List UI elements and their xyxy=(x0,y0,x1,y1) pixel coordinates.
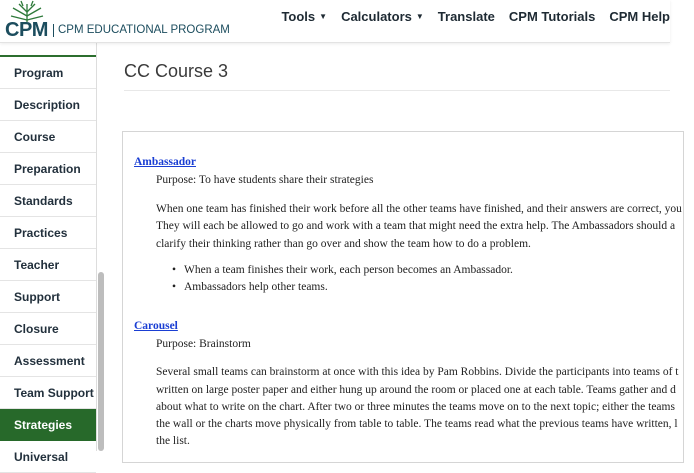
sidebar-item-standards[interactable]: Standards xyxy=(0,185,96,217)
logo-wordmark: CPM xyxy=(5,19,48,41)
ambassador-paragraph-line: They will each be allowed to go and work with a team that might need the extra help. The Ambassadors should a xyxy=(156,220,676,232)
logo-separator xyxy=(53,24,54,37)
carousel-paragraph-line: Several small teams can brainstorm at once with this idea by Pam Robbins. Divide the participants into teams of t xyxy=(156,366,679,378)
caret-down-icon: ▼ xyxy=(415,12,424,21)
nav-tools-label: Tools xyxy=(281,9,316,24)
ambassador-bullet: • Ambassadors help other teams. xyxy=(184,281,328,293)
sidebar-item-course[interactable]: Course xyxy=(0,121,96,153)
nav-cpm-tutorials[interactable] xyxy=(509,9,595,24)
nav-calculators-label: Calculators xyxy=(341,9,412,24)
logo-subtitle: CPM EDUCATIONAL PROGRAM xyxy=(58,24,230,36)
sidebar-item-program[interactable]: Program xyxy=(0,57,96,89)
page-title: CC Course 3 xyxy=(124,61,229,81)
top-nav xyxy=(267,9,670,24)
carousel-paragraph-line: written on large poster paper and either hung up around the room or placed one at each table. Teams gather and d xyxy=(156,384,676,396)
ambassador-bullet: • When a team finishes their work, each person becomes an Ambassador. xyxy=(184,264,513,276)
nav-tools[interactable] xyxy=(281,9,327,24)
ambassador-purpose: Purpose: To have students share their strategies xyxy=(156,174,374,186)
nav-help-label: CPM Help xyxy=(609,9,670,24)
sidebar-item-preparation[interactable]: Preparation xyxy=(0,153,96,185)
sidebar-scrollbar[interactable] xyxy=(98,272,104,451)
caret-down-icon: ▼ xyxy=(319,12,328,21)
carousel-paragraph-line: about what to write on the chart. After two or three minutes the teams move on to the next topic; either the teams xyxy=(156,401,675,413)
sidebar-top-divider xyxy=(0,42,96,57)
sidebar-item-description[interactable]: Description xyxy=(0,89,96,121)
ambassador-paragraph-line: clarify their thinking rather than go over and show the team how to do a problem. xyxy=(156,238,531,250)
carousel-paragraph-line: the list. xyxy=(156,435,190,447)
sidebar-item-universal[interactable]: Universal xyxy=(0,441,96,473)
carousel-purpose: Purpose: Brainstorm xyxy=(156,338,251,350)
sidebar-item-closure[interactable]: Closure xyxy=(0,313,96,345)
title-divider xyxy=(124,90,670,91)
sidebar-item-practices[interactable]: Practices xyxy=(0,217,96,249)
top-header xyxy=(0,0,670,43)
sidebar-item-strategies[interactable]: Strategies xyxy=(0,409,96,441)
nav-translate-label: Translate xyxy=(437,9,495,24)
carousel-link[interactable]: Carousel xyxy=(134,320,178,332)
nav-calculators[interactable] xyxy=(341,9,424,24)
sidebar xyxy=(0,42,97,464)
sidebar-item-team-support[interactable]: Team Support xyxy=(0,377,96,409)
ambassador-link[interactable]: Ambassador xyxy=(134,156,196,168)
ambassador-paragraph-line: When one team has finished their work before all the other teams have finished, and their answers are correct, you xyxy=(156,203,682,215)
carousel-paragraph-line: the wall or the charts move physically from table to table. The teams read what the previous teams have written, l xyxy=(156,418,678,430)
nav-cpm-help[interactable] xyxy=(609,9,670,24)
sidebar-item-teacher[interactable]: Teacher xyxy=(0,249,96,281)
sidebar-item-support[interactable]: Support xyxy=(0,281,96,313)
nav-tutorials-label: CPM Tutorials xyxy=(508,9,596,24)
sidebar-item-assessment[interactable]: Assessment xyxy=(0,345,96,377)
nav-translate[interactable] xyxy=(438,9,495,24)
